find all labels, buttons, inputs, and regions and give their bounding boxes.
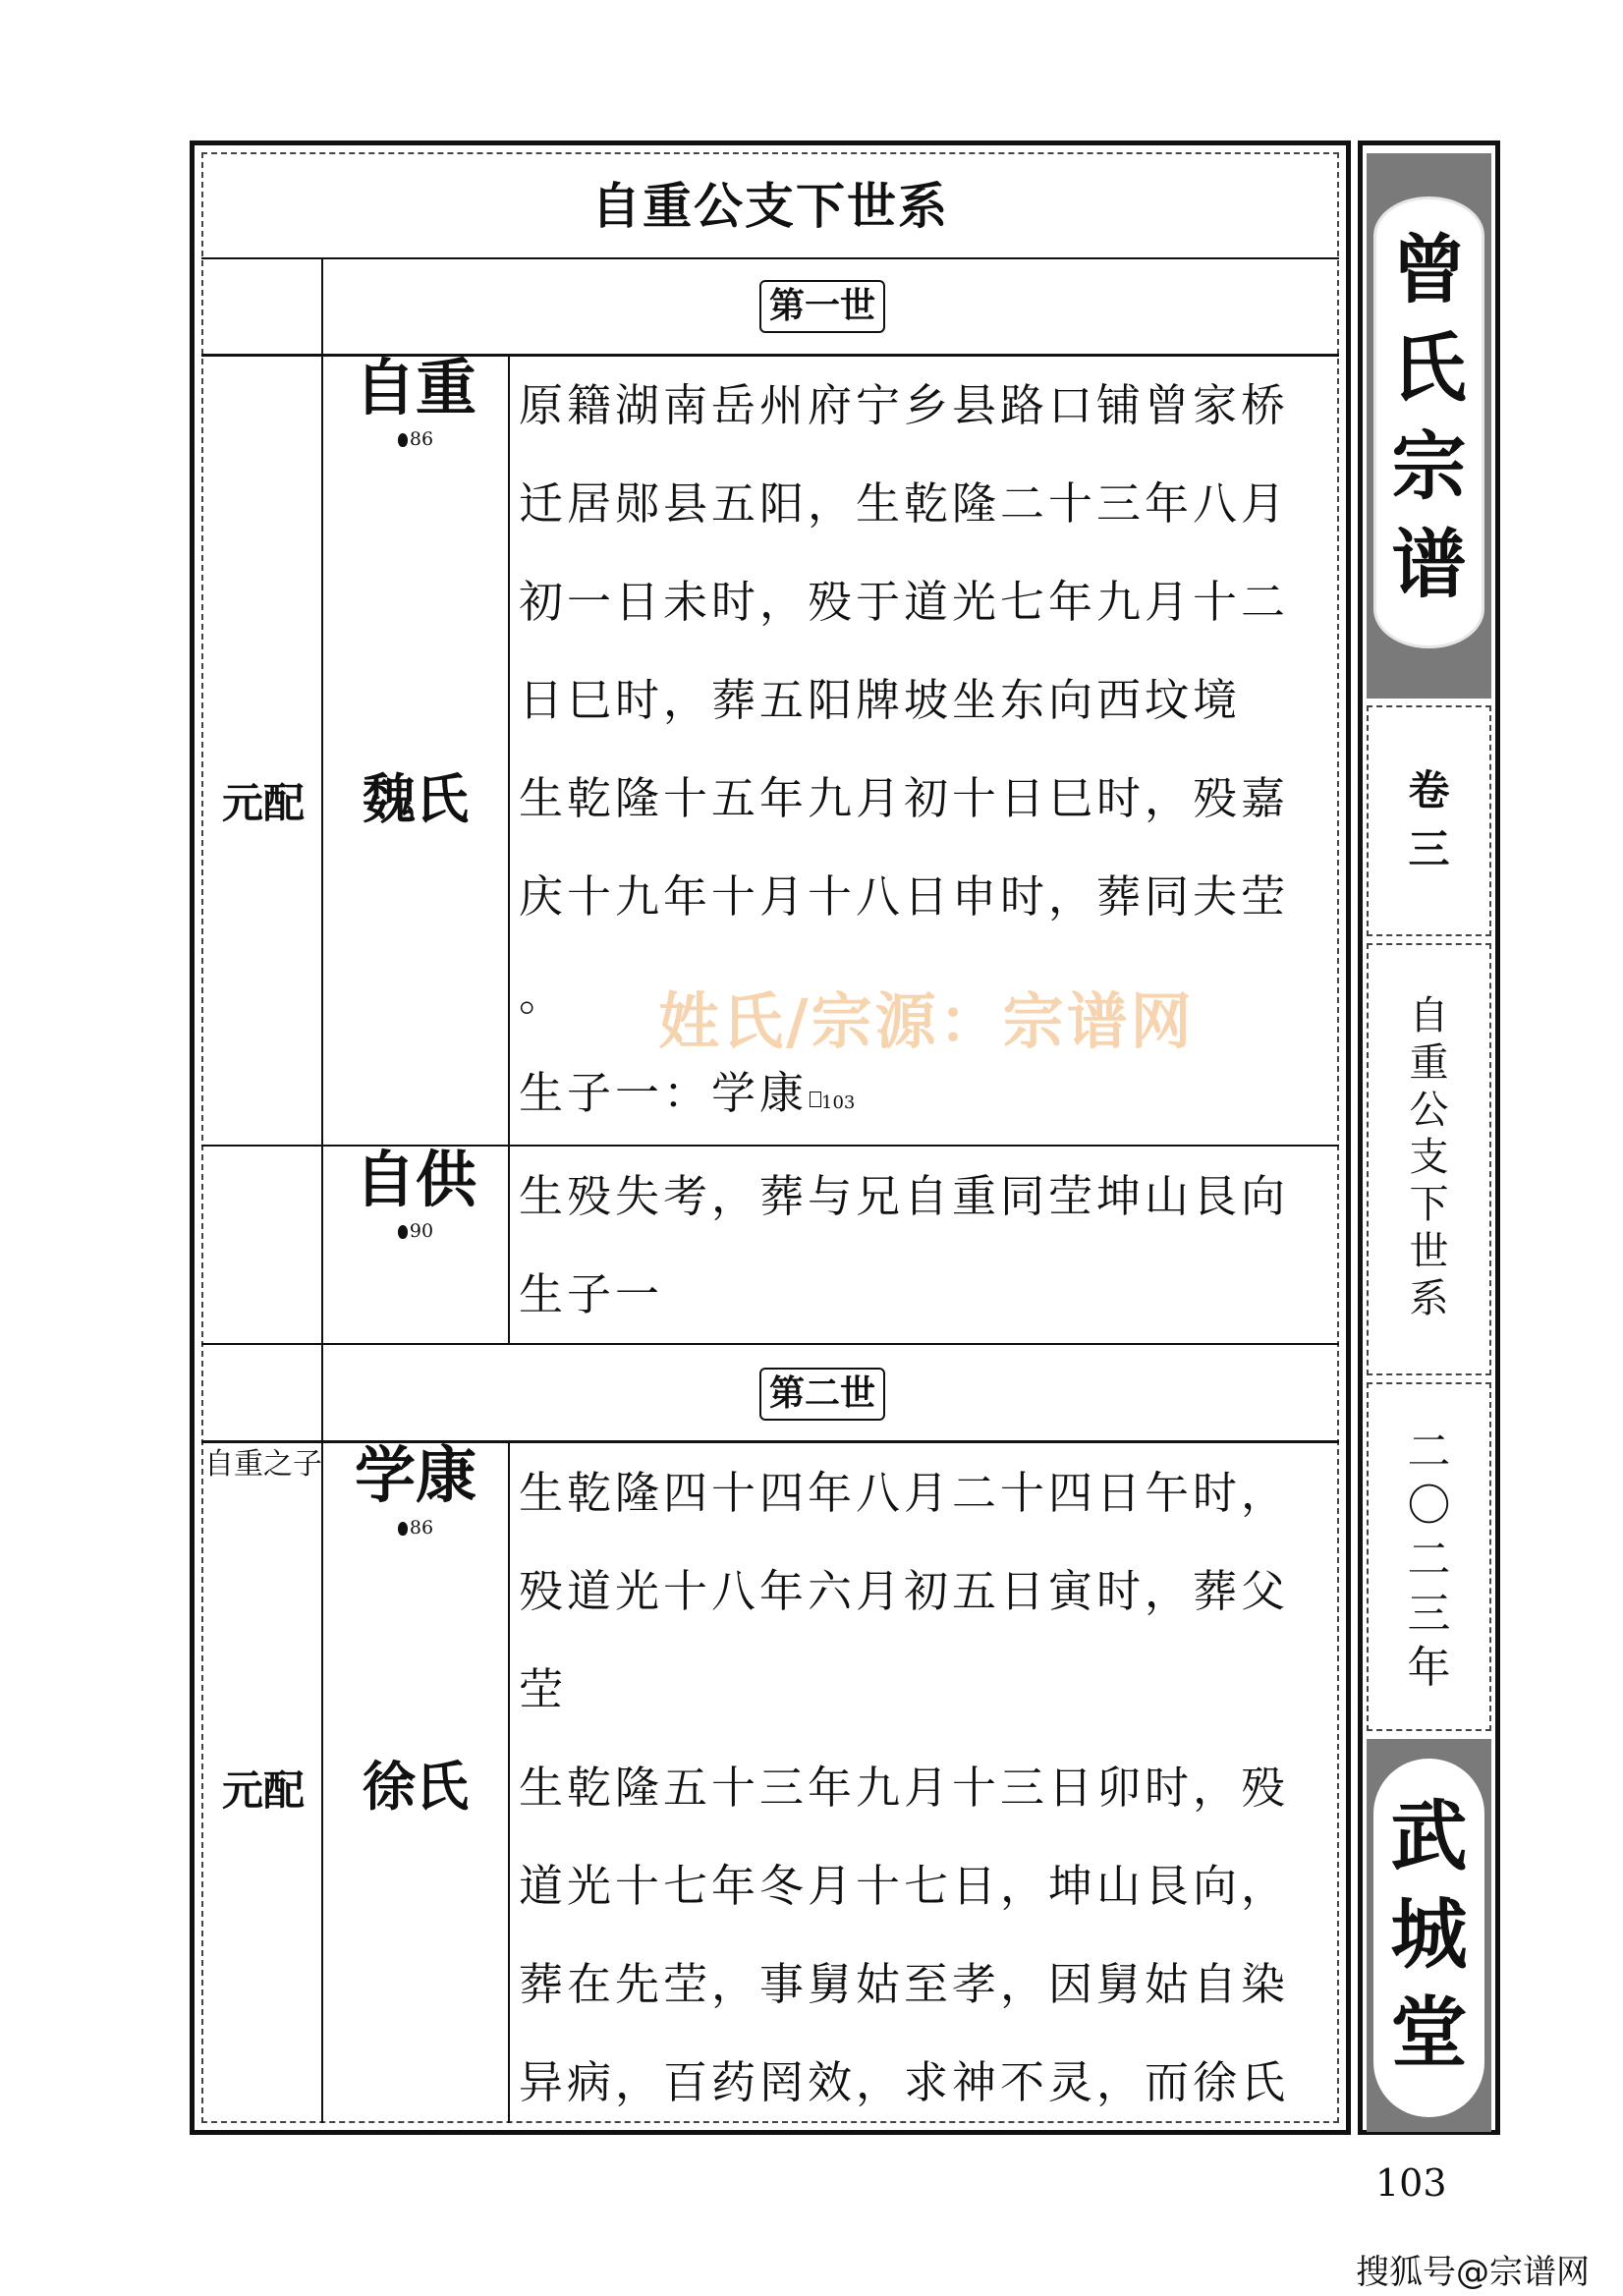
spouse-role: 元配 xyxy=(221,1766,305,1815)
biography-text xyxy=(519,1739,1315,2132)
drop-icon xyxy=(398,1522,408,1536)
generation-label: 第一世 xyxy=(759,280,885,333)
biography-text xyxy=(519,1444,1315,1739)
text-line: 生子一 xyxy=(519,1268,664,1320)
generation-label: 第二世 xyxy=(759,1368,885,1421)
text-line: 原籍湖南岳州府宁乡县路口铺曾家桥 xyxy=(519,379,1290,431)
page-number: 103 xyxy=(1375,2161,1447,2205)
biography-text xyxy=(519,1148,1315,1344)
brand-title-char: 曾 xyxy=(1391,226,1467,313)
text-line: 生乾隆四十四年八月二十四日午时， xyxy=(519,1467,1290,1519)
page-reference: 86 xyxy=(322,1518,509,1538)
text-line: 异病，百药罔效，求神不灵，而徐氏 xyxy=(519,2056,1290,2108)
brand-title-char: 谱 xyxy=(1391,521,1467,608)
drop-icon xyxy=(398,433,408,447)
text-line: 迁居郧县五阳，生乾隆二十三年八月 xyxy=(519,477,1290,530)
text-line: 日巳时，葬五阳牌坡坐东向西坟境 xyxy=(519,674,1242,726)
text-line: 生乾隆五十三年九月十三日卯时，殁 xyxy=(519,1762,1290,1814)
person-name: 自供 xyxy=(354,1144,476,1215)
text-line: 道光十七年冬月十七日，坤山艮向， xyxy=(519,1860,1290,1912)
hall-name-char: 堂 xyxy=(1390,1988,1468,2078)
person-name: 魏氏 xyxy=(363,767,469,830)
volume-label: 卷 三 xyxy=(1408,766,1450,873)
page-title: 自重公支下世系 xyxy=(591,177,949,235)
page-reference: 90 xyxy=(322,1221,509,1241)
brand-title-char: 宗 xyxy=(1391,422,1467,510)
column-divider xyxy=(508,356,510,1145)
person-name: 自重 xyxy=(354,352,476,423)
person-name: 学康 xyxy=(354,1439,476,1511)
text-line: 初一日未时，殁于道光七年九月十二 xyxy=(519,576,1290,628)
brand-title-char: 氏 xyxy=(1391,324,1467,412)
text-line: 葬在先茔，事舅姑至孝，因舅姑自染 xyxy=(519,1958,1290,2010)
biography-text xyxy=(519,750,1315,1143)
hall-name-char: 城 xyxy=(1390,1890,1468,1980)
text-line: 庆十九年十月十八日申时，葬同夫茔 xyxy=(519,870,1290,923)
text-line: 茔 xyxy=(519,1663,568,1715)
text-line: 殁道光十八年六月初五日寅时，葬父 xyxy=(519,1565,1290,1617)
drop-icon xyxy=(398,1225,408,1239)
watermark: 姓氏/宗源：宗谱网 xyxy=(658,985,1195,1057)
biography-text xyxy=(519,357,1315,750)
section-label: 自 重 公 支 下 世 系 xyxy=(1409,993,1449,1321)
record-icon xyxy=(810,1092,821,1107)
children-line: 生子一：学康 103 xyxy=(519,1067,856,1119)
year-label: 二 〇 二 三 年 xyxy=(1407,1427,1451,1693)
spouse-role: 元配 xyxy=(221,779,305,827)
title-divider xyxy=(201,257,1339,259)
text-line: 生殁失考，葬与兄自重同茔坤山艮向 xyxy=(519,1170,1290,1222)
hall-name-char: 武 xyxy=(1390,1792,1468,1881)
person-name: 徐氏 xyxy=(363,1755,469,1818)
text-line: 。 xyxy=(519,969,568,1021)
page-reference: 86 xyxy=(322,429,509,449)
text-line: 生乾隆十五年九月初十日巳时，殁嘉 xyxy=(519,772,1290,824)
footer-credit: 搜狐号@宗谱网 xyxy=(1356,2253,1590,2292)
relation-label: 自重之子 xyxy=(204,1447,322,1482)
